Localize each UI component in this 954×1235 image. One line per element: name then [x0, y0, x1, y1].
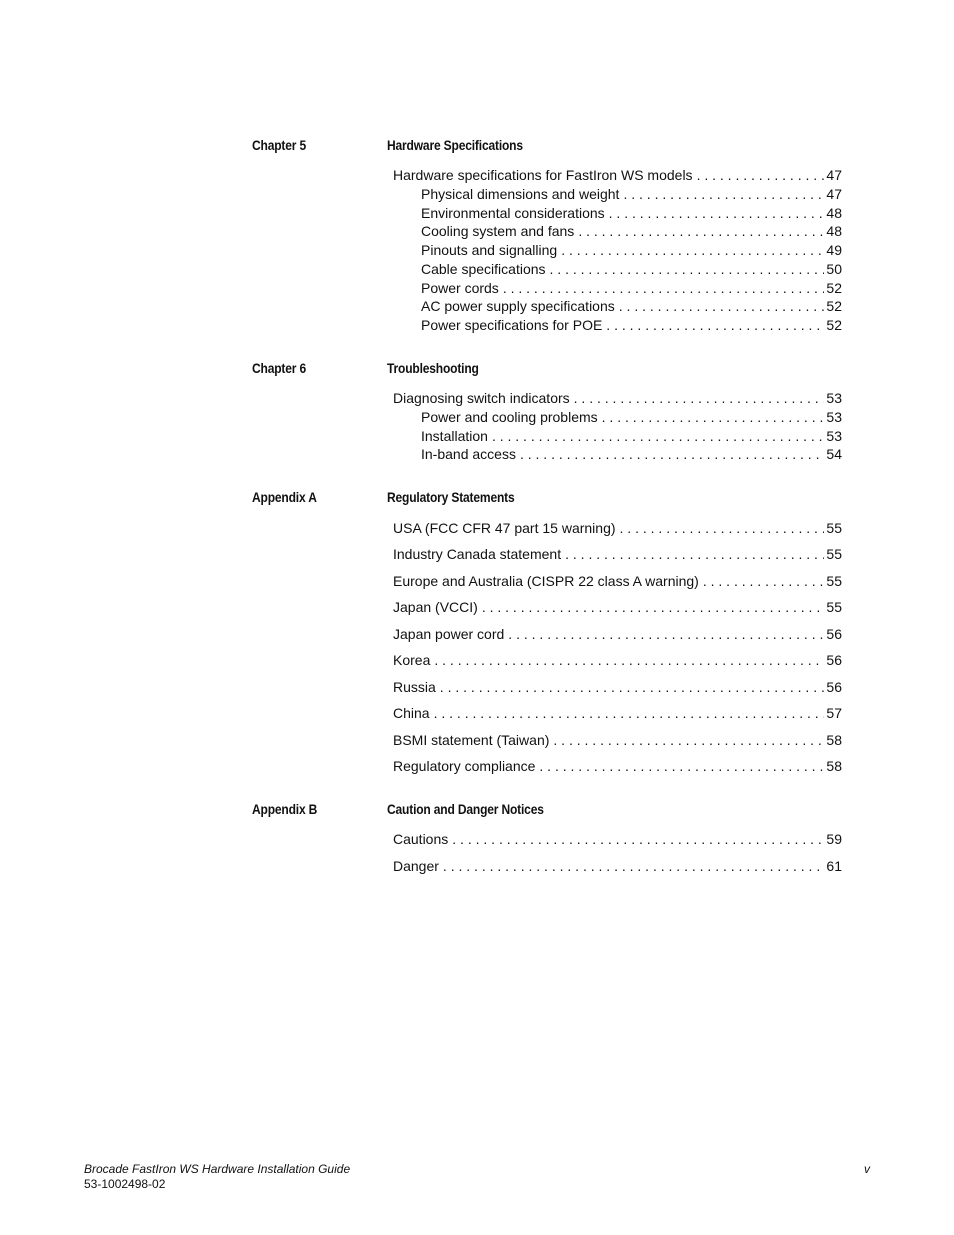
toc-entry-page: 53: [826, 390, 842, 406]
toc-entry-page: 52: [826, 280, 842, 296]
toc-entry-title: Korea: [393, 652, 431, 668]
toc-entry-title: Power cords: [421, 280, 499, 296]
toc-entry[interactable]: [393, 651, 842, 669]
toc-entry[interactable]: [393, 830, 842, 848]
toc-entry[interactable]: [393, 519, 842, 537]
dot-leader: [492, 427, 824, 445]
dot-leader: [553, 731, 824, 749]
toc-entry-page: 54: [826, 446, 842, 462]
dot-leader: [602, 408, 825, 426]
toc-entry-title: Industry Canada statement: [393, 546, 562, 562]
toc-entry-page: 55: [826, 546, 842, 562]
dot-leader: [503, 279, 825, 297]
toc-entry-page: 52: [826, 317, 842, 333]
section-title: Hardware Specifications: [387, 137, 523, 153]
toc-entry-title: Cable specifications: [421, 261, 546, 277]
toc-entry-title: Power specifications for POE: [421, 317, 603, 333]
toc-entry-title: Japan power cord: [393, 626, 505, 642]
toc-entry-page: 48: [826, 223, 842, 239]
toc-entry[interactable]: [393, 625, 842, 643]
dot-leader: [508, 625, 824, 643]
toc-entry-title: Regulatory compliance: [393, 758, 536, 774]
toc-entry[interactable]: [421, 241, 842, 259]
toc-entry-page: 56: [826, 626, 842, 642]
toc-entry-title: Environmental considerations: [421, 205, 605, 221]
toc-entry[interactable]: [421, 297, 842, 315]
toc-entry[interactable]: [393, 757, 842, 775]
toc-entry[interactable]: [421, 445, 842, 463]
toc-entry-page: 53: [826, 409, 842, 425]
toc-entry-title: Physical dimensions and weight: [421, 186, 620, 202]
toc-entry-page: 55: [826, 599, 842, 615]
dot-leader: [703, 572, 825, 590]
dot-leader: [606, 316, 824, 334]
dot-leader: [574, 389, 825, 407]
toc-entry-page: 61: [826, 858, 842, 874]
toc-entry-title: Europe and Australia (CISPR 22 class A warning): [393, 573, 699, 589]
toc-entry-title: Pinouts and signalling: [421, 242, 558, 258]
footer-page-number: v: [864, 1162, 870, 1176]
dot-leader: [434, 651, 824, 669]
dot-leader: [550, 260, 825, 278]
section-label: Chapter 6: [252, 360, 306, 376]
section-label: Appendix B: [252, 801, 318, 817]
footer-doc-number: 53-1002498-02: [84, 1177, 166, 1191]
dot-leader: [620, 519, 825, 537]
toc-entry-title: Cooling system and fans: [421, 223, 575, 239]
section-title: Caution and Danger Notices: [387, 801, 544, 817]
toc-entry-title: USA (FCC CFR 47 part 15 warning): [393, 520, 616, 536]
toc-entry-page: 47: [826, 186, 842, 202]
toc-entry-title: BSMI statement (Taiwan): [393, 732, 550, 748]
toc-entry-page: 56: [826, 679, 842, 695]
dot-leader: [565, 545, 824, 563]
dot-leader: [520, 445, 824, 463]
toc-entry-title: Cautions: [393, 831, 449, 847]
toc-entry[interactable]: [421, 316, 842, 334]
toc-entry-title: Danger: [393, 858, 439, 874]
toc-entry-title: Diagnosing switch indicators: [393, 390, 570, 406]
dot-leader: [578, 222, 824, 240]
dot-leader: [623, 185, 824, 203]
dot-leader: [539, 757, 824, 775]
toc-entry[interactable]: [393, 545, 842, 563]
toc-entry-page: 48: [826, 205, 842, 221]
toc-entry-title: AC power supply specifications: [421, 298, 615, 314]
toc-entry-title: China: [393, 705, 430, 721]
dot-leader: [697, 166, 825, 184]
toc-entry-page: 59: [826, 831, 842, 847]
toc-entry-page: 50: [826, 261, 842, 277]
toc-entry[interactable]: [421, 222, 842, 240]
toc-entry-page: 58: [826, 758, 842, 774]
section-label: Appendix A: [252, 489, 317, 505]
toc-entry[interactable]: [393, 857, 842, 875]
dot-leader: [482, 598, 825, 616]
dot-leader: [440, 678, 825, 696]
dot-leader: [609, 204, 825, 222]
toc-entry[interactable]: [393, 678, 842, 696]
toc-entry[interactable]: [393, 704, 842, 722]
toc-entry[interactable]: [393, 166, 842, 184]
toc-entry[interactable]: [421, 279, 842, 297]
toc-entry-title: Russia: [393, 679, 436, 695]
dot-leader: [434, 704, 825, 722]
dot-leader: [452, 830, 824, 848]
toc-entry-page: 47: [826, 167, 842, 183]
toc-entry-page: 58: [826, 732, 842, 748]
toc-entry-page: 49: [826, 242, 842, 258]
section-title: Troubleshooting: [387, 360, 479, 376]
toc-entry[interactable]: [393, 572, 842, 590]
toc-entry-page: 55: [826, 520, 842, 536]
toc-entry-page: 56: [826, 652, 842, 668]
footer-guide-title: Brocade FastIron WS Hardware Installation Guide: [84, 1162, 351, 1176]
toc-entry[interactable]: [421, 427, 842, 445]
section-title: Regulatory Statements: [387, 489, 515, 505]
toc-entry[interactable]: [421, 408, 842, 426]
toc-entry-title: Installation: [421, 428, 488, 444]
toc-entry[interactable]: [393, 389, 842, 407]
toc-entry-title: Hardware specifications for FastIron WS models: [393, 167, 693, 183]
dot-leader: [443, 857, 825, 875]
toc-entry-title: Power and cooling problems: [421, 409, 598, 425]
toc-entry-page: 53: [826, 428, 842, 444]
toc-entry[interactable]: [393, 598, 842, 616]
dot-leader: [619, 297, 825, 315]
toc-entry-title: Japan (VCCI): [393, 599, 478, 615]
toc-entry[interactable]: [421, 260, 842, 278]
toc-entry-page: 52: [826, 298, 842, 314]
toc-entry-page: 57: [826, 705, 842, 721]
section-label: Chapter 5: [252, 137, 306, 153]
dot-leader: [561, 241, 824, 259]
toc-entry-title: In-band access: [421, 446, 516, 462]
toc-entry-page: 55: [826, 573, 842, 589]
toc-entry[interactable]: [421, 204, 842, 222]
toc-entry[interactable]: [421, 185, 842, 203]
toc-entry[interactable]: [393, 731, 842, 749]
